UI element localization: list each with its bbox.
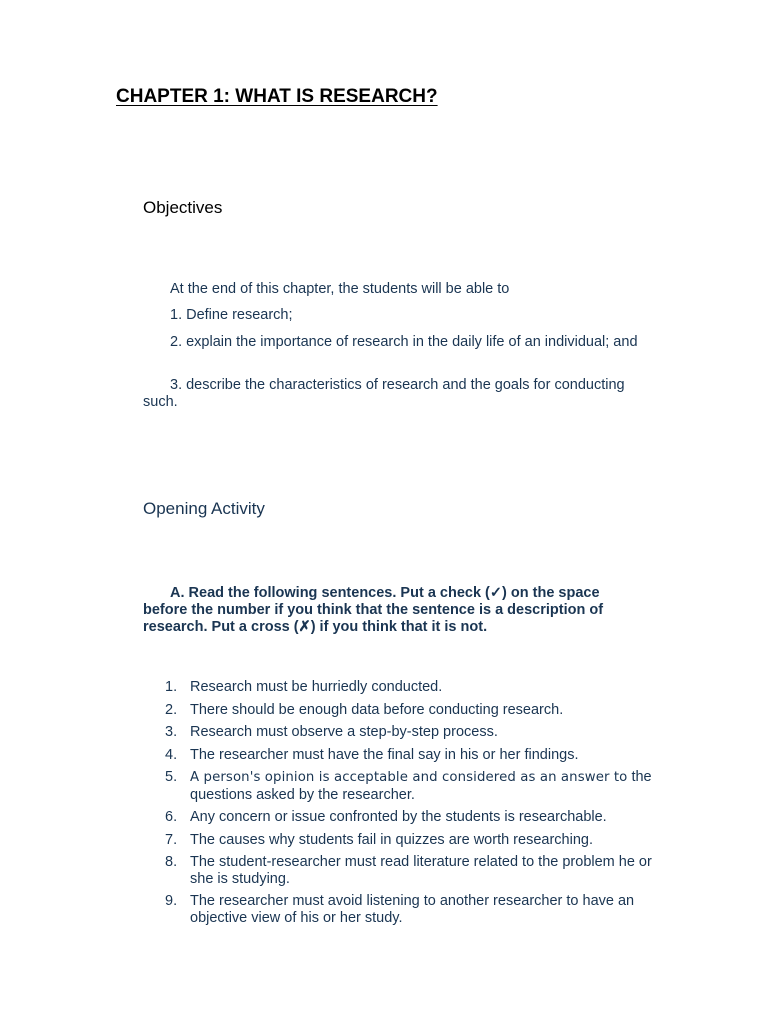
objective-item: 1. Define research;: [170, 307, 293, 323]
list-item: [143, 769, 663, 803]
item-number: 8.: [165, 854, 178, 870]
objectives-intro: At the end of this chapter, the students will be able to: [170, 281, 510, 297]
objective-item: 3. describe the characteristics of research and the goals for conducting such.: [143, 377, 625, 410]
list-item: [143, 702, 663, 719]
item-number: 7.: [165, 831, 178, 848]
item-number: 9.: [165, 893, 178, 909]
item-text: Any concern or issue confronted by the students is researchable.: [190, 809, 607, 825]
item-number: 5.: [165, 769, 178, 785]
statement-list: [143, 679, 663, 932]
opening-activity-heading: Opening Activity: [143, 499, 265, 518]
list-item: [143, 724, 663, 741]
item-text-part: the questions asked by the researcher.: [190, 769, 652, 803]
item-number: 3.: [165, 724, 178, 740]
objective-item: 2. explain the importance of research in the daily life of an individual; and: [170, 334, 638, 350]
list-item: [143, 893, 663, 926]
activity-instruction: A. Read the following sentences. Put a check (✓) on the space before the number if you think that the sentence is a description of research. Put a cross (✗) if you think that it is not.: [143, 585, 604, 635]
list-item: [143, 679, 663, 696]
item-number: 2.: [165, 701, 178, 718]
objectives-heading: Objectives: [143, 198, 223, 217]
list-item: [143, 747, 663, 764]
item-number: 6.: [165, 809, 178, 825]
item-text: There should be enough data before conducting research.: [190, 701, 564, 718]
list-item: [143, 854, 663, 887]
item-text: The researcher must have the final say in his or her findings.: [190, 746, 579, 763]
item-text: Research must observe a step-by-step process.: [190, 724, 498, 740]
item-number: 1.: [165, 679, 178, 695]
list-item: [143, 809, 663, 826]
item-text: The student-researcher must read literature related to the problem he or she is studying.: [190, 854, 652, 887]
item-number: 4.: [165, 746, 178, 763]
item-text: The causes why students fail in quizzes are worth researching.: [190, 831, 593, 848]
item-text-part: A person's opinion is acceptable and considered as an answer to: [190, 770, 628, 785]
chapter-title: CHAPTER 1: WHAT IS RESEARCH?: [116, 86, 438, 107]
list-item: [143, 832, 663, 849]
item-text: Research must be hurriedly conducted.: [190, 679, 443, 695]
item-text: The researcher must avoid listening to another researcher to have an objective view of his or her study.: [190, 893, 635, 926]
